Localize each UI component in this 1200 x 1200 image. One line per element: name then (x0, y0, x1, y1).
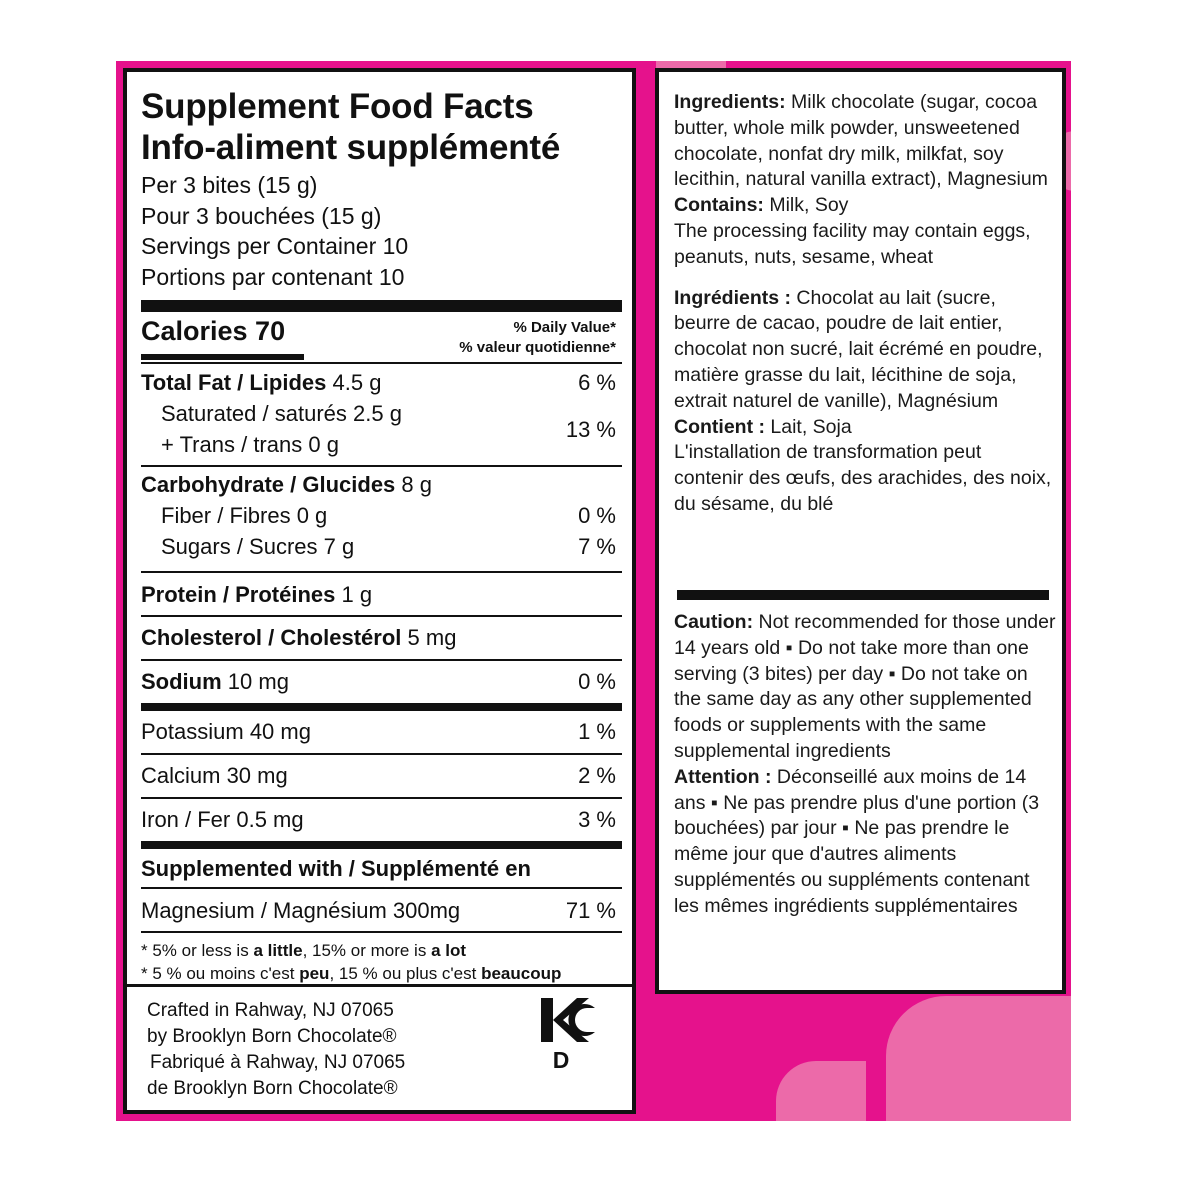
crafted-line-1: Crafted in Rahway, NJ 07065 (147, 1000, 394, 1021)
potassium-row (141, 711, 622, 753)
kosher-dairy-icon (537, 996, 597, 1074)
footnote-english (141, 939, 622, 962)
servings-per-container-french: Portions par contenant 10 (141, 263, 405, 290)
calcium-dv: 2 % (578, 763, 616, 788)
caution-french (674, 765, 1056, 920)
decorative-shape (886, 996, 1071, 1121)
calories-underline (141, 354, 304, 360)
iron-dv: 3 % (578, 807, 616, 832)
fiber-label: Fiber / Fibres 0 g (161, 503, 328, 528)
footnote-text: , 15% or more is (302, 941, 432, 960)
attention-label: Attention : (674, 765, 772, 788)
cholesterol-amount: 5 mg (407, 625, 457, 650)
caution-block (674, 610, 1056, 920)
calcium-row (141, 755, 622, 797)
potassium-dv: 1 % (578, 719, 616, 744)
trans-fat: + Trans / trans 0 g (161, 432, 339, 457)
iron-row (141, 799, 622, 841)
divider-thick (677, 590, 1049, 600)
footnote-emphasis: a little (253, 941, 303, 960)
ingredients-label: Ingredients: (674, 91, 786, 113)
daily-value-french: % valeur quotidienne* (459, 339, 616, 356)
protein-label: Protein / Protéines (141, 582, 336, 607)
divider-thick (141, 300, 622, 312)
attention-text: Déconseillé aux moins de 14 ans ▪ Ne pas prendre plus d'une portion (3 bouchées) par jour ▪ Ne pas prendre le même jour que d'autres aliments supplémentés ou suppléments contenant les mêmes ingrédients supplémentaires (674, 765, 1040, 917)
sodium-amount: 10 mg (227, 669, 289, 694)
potassium-label: Potassium 40 mg (141, 719, 311, 744)
crafted-line-4: de Brooklyn Born Chocolate® (147, 1078, 398, 1099)
manufacturer-info (147, 998, 405, 1102)
sugars-row (141, 534, 622, 571)
supplemented-heading-row (141, 849, 622, 887)
servings-per-container-english: Servings per Container 10 (141, 233, 409, 259)
ingredients-text: Milk chocolate (sugar, cocoa butter, whole milk powder, unsweetened chocolate, nonfat dry milk, milkfat, soy lecithin, natural vanilla extract), Magnesium (674, 91, 1048, 191)
sat-trans-dv: 13 % (565, 417, 616, 442)
magnesium-dv: 71 % (565, 898, 616, 923)
daily-value-header (459, 318, 616, 358)
decorative-shape (776, 1061, 866, 1121)
ingredients-label: Ingrédients : (674, 286, 792, 309)
contains-french (674, 415, 1056, 441)
ingredients-text-block (674, 90, 1056, 518)
total-fat-amount: 4.5 g (332, 370, 382, 395)
magnesium-row (141, 889, 622, 931)
contains-label: Contient : (674, 415, 765, 438)
caution-label: Caution: (674, 611, 754, 633)
nutrition-facts-panel (123, 68, 636, 1114)
total-fat-dv: 6 % (578, 370, 616, 395)
fiber-row (141, 503, 622, 534)
divider-medium (141, 703, 622, 711)
saturated-fat: Saturated / saturés 2.5 g (161, 401, 402, 426)
protein-row (141, 573, 622, 615)
carbohydrate-amount: 8 g (401, 472, 433, 497)
protein-amount: 1 g (341, 582, 373, 607)
kosher-letter: D (552, 1047, 570, 1073)
caution-text: Not recommended for those under 14 years old ▪ Do not take more than one serving (3 bites) per day ▪ Do not take on the same day as any other supplemented foods or supplements with the same supplemental ingredients (674, 611, 1056, 762)
crafted-line-2: by Brooklyn Born Chocolate® (147, 1026, 397, 1047)
magnesium-label: Magnesium / Magnésium 300mg (141, 898, 461, 923)
serving-size-french: Pour 3 bouchées (15 g) (141, 202, 382, 229)
sodium-dv: 0 % (578, 669, 616, 694)
footnote-text: , 15 % ou plus c'est (329, 964, 482, 983)
title-french: Info-aliment supplémenté (141, 128, 561, 167)
saturated-trans-rows (141, 401, 622, 465)
caution-english (674, 610, 1056, 765)
calories-block (141, 312, 622, 360)
total-fat-label: Total Fat / Lipides (141, 370, 327, 395)
iron-label: Iron / Fer 0.5 mg (141, 807, 304, 832)
footnote-emphasis: peu (299, 964, 330, 983)
carbohydrate-label: Carbohydrate / Glucides (141, 472, 396, 497)
sugars-dv: 7 % (578, 534, 616, 559)
kosher-symbol-icon (537, 996, 597, 1044)
crafted-line-3: Fabriqué à Rahway, NJ 07065 (150, 1052, 406, 1073)
calcium-label: Calcium 30 mg (141, 763, 288, 788)
footnote-text: * 5 % ou moins c'est (141, 964, 300, 983)
contains-text: Milk, Soy (763, 194, 849, 217)
supplemented-heading: Supplemented with / Supplémenté en (141, 856, 531, 881)
ingredients-english (674, 90, 1056, 193)
sodium-row (141, 661, 622, 703)
footnote-french (141, 962, 622, 985)
contains-english (674, 193, 1056, 219)
sodium-label: Sodium (141, 669, 222, 694)
ingredients-french (674, 286, 1056, 415)
cholesterol-row (141, 617, 622, 659)
serving-size-english: Per 3 bites (15 g) (141, 172, 318, 198)
contains-text: Lait, Soja (764, 415, 852, 438)
facility-english: The processing facility may contain eggs, peanuts, nuts, sesame, wheat (674, 219, 1031, 268)
cholesterol-label: Cholesterol / Cholestérol (141, 625, 402, 650)
footnote-emphasis: beaucoup (481, 964, 562, 983)
total-fat-row (141, 364, 622, 401)
fiber-dv: 0 % (578, 503, 616, 528)
divider-medium (141, 841, 622, 849)
daily-value-english: % Daily Value* (513, 319, 616, 336)
ingredients-panel (655, 68, 1066, 994)
facility-french: L'installation de transformation peut contenir des œufs, des arachides, des noix, du sésame, du blé (674, 441, 1052, 515)
footnote-emphasis: a lot (431, 941, 467, 960)
contains-label: Contains: (674, 194, 764, 217)
footnote-text: * 5% or less is (141, 941, 254, 960)
carbohydrate-row (141, 467, 622, 503)
divider (141, 931, 622, 933)
calories-label: Calories 70 (141, 316, 286, 346)
footer-divider (127, 984, 632, 987)
sugars-label: Sugars / Sucres 7 g (161, 534, 355, 559)
title-english: Supplement Food Facts (141, 87, 534, 126)
ingredients-text: Chocolat au lait (sucre, beurre de cacao, poudre de lait entier, chocolat non sucré, lait écrémé en poudre, matière grasse du lait, lécithine de soja, extrait naturel de vanille), Magnésium (674, 286, 1043, 412)
